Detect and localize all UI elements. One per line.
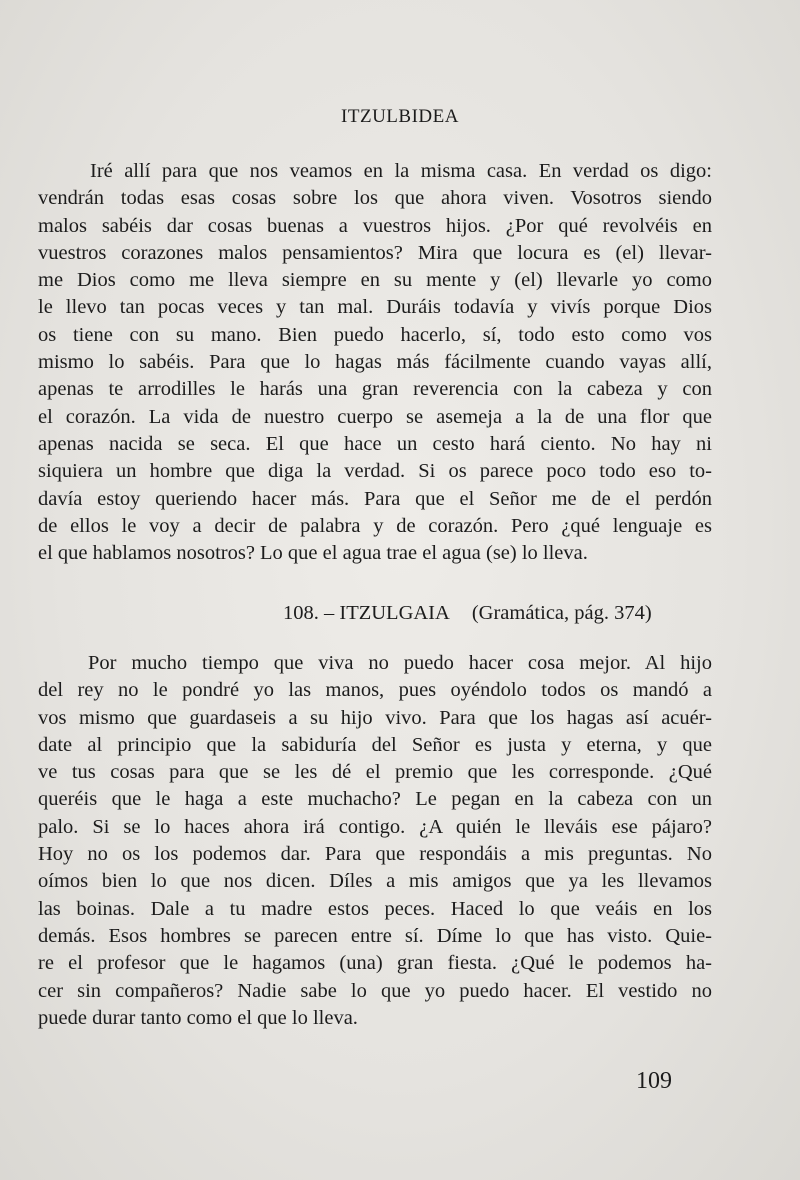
text-line: vuestros corazones malos pensamientos? Mira que locura es (el) llevar- (38, 241, 712, 264)
text-line: del rey no le pondré yo las manos, pues oyéndolo todos os mandó a (38, 679, 712, 702)
section-reference: (Gramática, pág. 374) (471, 602, 652, 624)
text-line: siquiera un hombre que diga la verdad. Si os parece poco todo eso to- (38, 460, 712, 483)
text-line: date al principio que la sabiduría del Señor es justa y eterna, y que (38, 733, 712, 756)
text-line: de ellos le voy a decir de palabra y de corazón. Pero ¿qué lenguaje es (38, 514, 712, 537)
section-number: 108. – ITZULGAIA (283, 602, 450, 624)
text-line: ve tus cosas para que se les dé el premio que les corresponde. ¿Qué (38, 761, 712, 784)
text-line: le llevo tan pocas veces y tan mal. Duráis todavía y vivís porque Dios (38, 296, 712, 319)
text-line: el corazón. La vida de nuestro cuerpo se asemeja a la de una flor que (38, 405, 712, 428)
text-line: vos mismo que guardaseis a su hijo vivo. Para que los hagas así acuér- (38, 706, 712, 729)
text-line: Iré allí para que nos veamos en la misma casa. En verdad os digo: (90, 160, 712, 182)
running-header: ITZULBIDEA (341, 106, 459, 127)
text-line: Hoy no os los podemos dar. Para que respondáis a mis preguntas. No (38, 843, 712, 866)
paragraph-2 (38, 650, 712, 1032)
text-line: me Dios como me lleva siempre en su mente y (el) llevarle yo como (38, 269, 712, 292)
text-line: os tiene con su mano. Bien puedo hacerlo, sí, todo esto como vos (38, 323, 712, 346)
page-number: 109 (636, 1068, 672, 1094)
text-line: cer sin compañeros? Nadie sabe lo que yo puedo hacer. El vestido no (38, 979, 712, 1002)
text-line: apenas te arrodilles le harás una gran reverencia con la cabeza y con (38, 378, 712, 401)
paragraph-1 (38, 158, 712, 567)
text-line: demás. Esos hombres se parecen entre sí. Díme lo que has visto. Quie- (38, 924, 712, 947)
text-line: palo. Si se lo haces ahora irá contigo. ¿A quién le lleváis ese pájaro? (38, 815, 712, 838)
text-line: davía estoy queriendo hacer más. Para que el Señor me de el perdón (38, 487, 712, 510)
text-line: queréis que le haga a este muchacho? Le pegan en la cabeza con un (38, 788, 712, 811)
text-line: apenas nacida se seca. El que hace un cesto hará ciento. No hay ni (38, 432, 712, 455)
text-line: vendrán todas esas cosas sobre los que ahora viven. Vosotros siendo (38, 187, 712, 210)
text-line: el que hablamos nosotros? Lo que el agua trae el agua (se) lo lleva. (38, 542, 588, 565)
text-line: Por mucho tiempo que viva no puedo hacer cosa mejor. Al hijo (88, 652, 712, 674)
text-line: mismo lo sabéis. Para que lo hagas más fácilmente cuando vayas allí, (38, 351, 712, 374)
text-line: malos sabéis dar cosas buenas a vuestros hijos. ¿Por qué revolvéis en (38, 214, 712, 237)
section-heading (283, 602, 652, 625)
text-line: re el profesor que le hagamos (una) gran fiesta. ¿Qué le podemos ha- (38, 952, 712, 975)
text-line: oímos bien lo que nos dicen. Díles a mis amigos que ya les llevamos (38, 870, 712, 893)
text-line: puede durar tanto como el que lo lleva. (38, 1006, 358, 1029)
text-line: las boinas. Dale a tu madre estos peces. Haced lo que veáis en los (38, 897, 712, 920)
